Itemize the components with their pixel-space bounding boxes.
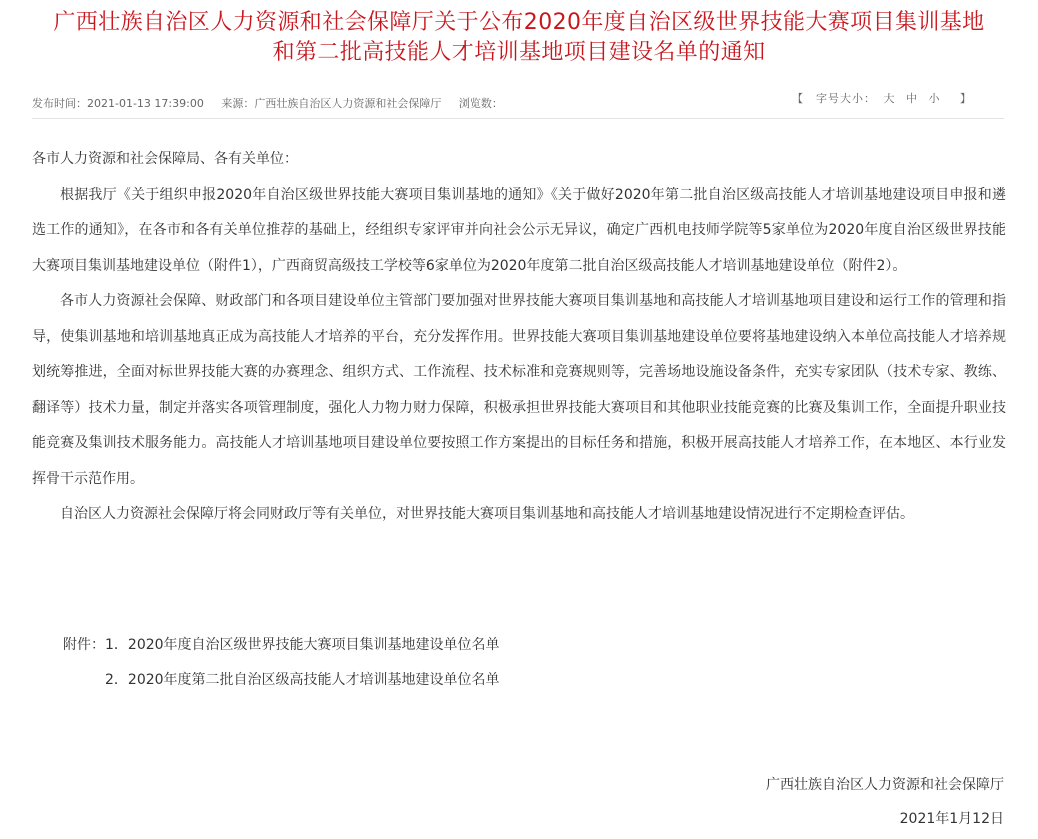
signature-date: 2021年1月12日 [899, 811, 1004, 827]
font-size-controls [792, 90, 972, 106]
body-paragraph-2: 各市人力资源社会保障、财政部门和各项目建设单位主管部门要加强对世界技能大赛项目集训基地和高技能人才培训基地项目建设和运行工作的管理和指导，使集训基地和培训基地真正成为高技能人才培养的平台，充分发挥作用。世界技能大赛项目集训基地建设单位要将基地建设纳入本单位高技能人才培养规划统筹推进，全面对标世界技能大赛的办赛理念、组织方式、工作流程、技术标准和竞赛规则等，完善场地设施设备条件，充实专家团队（技术专家、教练、翻译等）技术力量，制定并落实各项管理制度，强化人力物力财力保障，积极承担世界技能大赛项目和其他职业技能竞赛的比赛及集训工作，全面提升职业技能竞赛及集训技术服务能力。高技能人才培训基地项目建设单位要按照工作方案提出的目标任务和措施，积极开展高技能人才培养工作，在本地区、本行业发挥骨干示范作用。 [32, 293, 1006, 487]
salutation: 各市人力资源和社会保障局、各有关单位： [32, 151, 298, 167]
body-paragraph-3: 自治区人力资源社会保障厅将会同财政厅等有关单位，对世界技能大赛项目集训基地和高技能人才培训基地建设情况进行不定期检查评估。 [60, 506, 914, 522]
attachment-item-2: 2．2020年度第二批自治区级高技能人才培训基地建设单位名单 [105, 672, 500, 688]
font-size-large-button[interactable]: 大 [883, 92, 896, 105]
font-size-label-open: 【 字号大小： [792, 92, 876, 105]
font-size-medium-button[interactable]: 中 [906, 92, 918, 105]
publish-time: 发布时间：2021-01-13 17:39:00 [32, 97, 204, 110]
article-meta-bar [32, 90, 1004, 119]
font-size-label-close: 】 [948, 92, 972, 105]
attachment-item-1: 附件：1．2020年度自治区级世界技能大赛项目集训基地建设单位名单 [63, 637, 500, 653]
article-meta-info [32, 95, 517, 111]
view-count: 浏览数： [458, 97, 503, 110]
article-title-line-2: 和第二批高技能人才培训基地项目建设名单的通知 [272, 40, 766, 65]
article-title-line-1: 广西壮族自治区人力资源和社会保障厅关于公布2020年度自治区级世界技能大赛项目集训基地 [53, 10, 985, 35]
font-size-small-button[interactable]: 小 [928, 92, 941, 105]
body-paragraph-1: 根据我厅《关于组织申报2020年自治区级世界技能大赛项目集训基地的通知》《关于做好2020年第二批自治区级高技能人才培训基地建设项目申报和遴选工作的通知》，在各市和各有关单位推荐的基础上，经组织专家评审并向社会公示无异议，确定广西机电技师学院等5家单位为2020年度自治区级世界技能大赛项目集训基地建设单位（附件1），广西商贸高级技工学校等6家单位为2020年度第二批自治区级高技能人才培训基地建设单位（附件2）。 [32, 186, 1006, 274]
article-body [32, 142, 1006, 533]
signature-org: 广西壮族自治区人力资源和社会保障厅 [766, 777, 1004, 793]
article-source: 来源：广西壮族自治区人力资源和社会保障厅 [221, 97, 442, 110]
article-title [20, 8, 1018, 68]
